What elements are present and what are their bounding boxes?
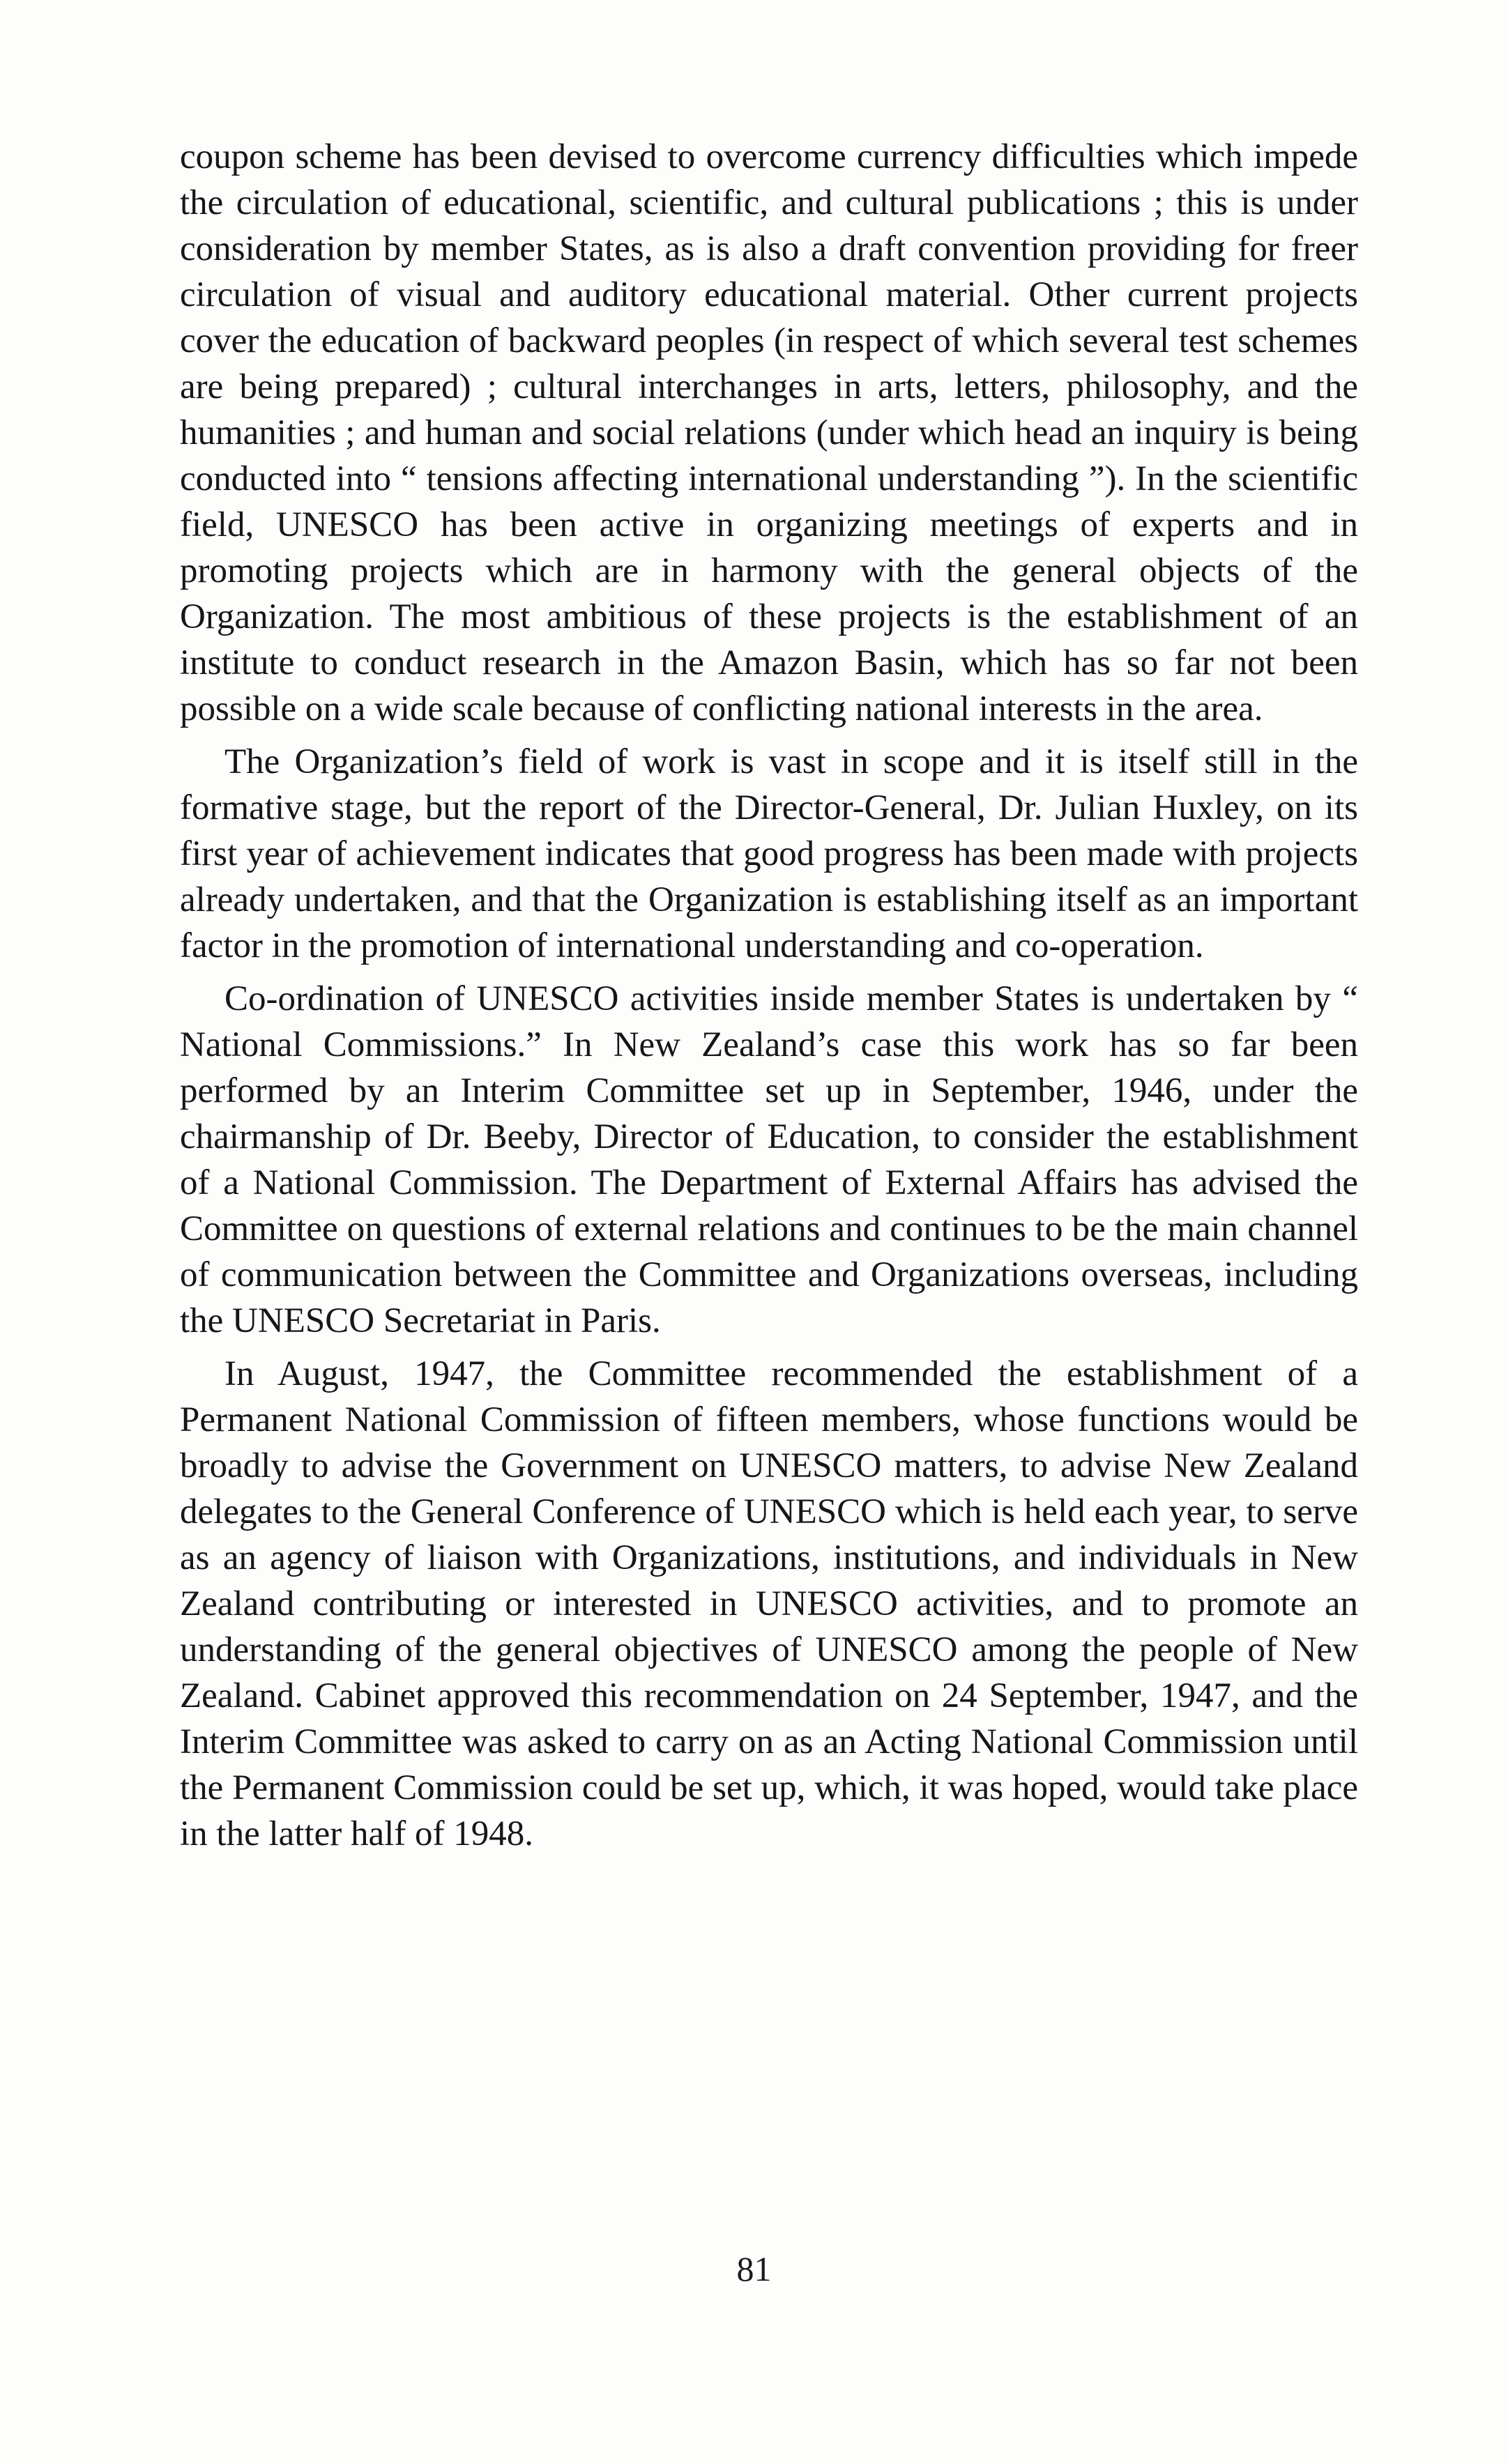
page-number: 81 — [736, 2249, 772, 2288]
paragraph-3: Co-ordination of UNESCO activities inside member States is undertaken by “ National Commissions.” In New Zealand’s case this work has so far been performed by an Interim Committee set up in September, 1946, under the chairmanship of Dr. Beeby, Director of Education, to consider the establishment of a National Commission. The Department of External Affairs has advised the Committee on questions of external relations and continues to be the main channel of communication between the Committee and Organizations overseas, including the UNESCO Secretariat in Paris. — [180, 979, 1358, 1340]
paragraph-4: In August, 1947, the Committee recommended the establishment of a Permanent National Commission of fifteen members, whose functions would be broadly to advise the Government on UNESCO matters, to advise New Zealand delegates to the General Conference of UNESCO which is held each year, to serve as an agency of liaison with Organizations, institutions, and individuals in New Zealand contributing or interested in UNESCO activities, and to promote an understanding of the general objectives of UNESCO among the people of New Zealand. Cabinet approved this recommendation on 24 September, 1947, and the Interim Committee was asked to carry on as an Acting National Commission until the Permanent Commission could be set up, which, it was hoped, would take place in the latter half of 1948. — [180, 1354, 1358, 1853]
paragraph-1: coupon scheme has been devised to overcome currency difficulties which impede the circulation of educational, scientific, and cultural publications ; this is under consideration by member States, as is also a draft convention providing for freer circulation of visual and auditory educational material. Other current projects cover the education of backward peoples (in respect of which several test schemes are being prepared) ; cultural interchanges in arts, letters, philosophy, and the humanities ; and human and social relations (under which head an inquiry is being conducted into “ tensions affecting international understanding ”). In the scientific field, UNESCO has been active in organizing meetings of experts and in promoting projects which are in harmony with the general objects of the Organization. The most ambitious of these projects is the establishment of an institute to conduct research in the Amazon Basin, which has so far not been possible on a wide scale because of conflicting national interests in the area. — [180, 137, 1358, 728]
body-text — [180, 134, 1358, 1857]
paragraph-2: The Organization’s field of work is vast in scope and it is itself still in the formative stage, but the report of the Director-General, Dr. Julian Huxley, on its first year of achievement indicates that good progress has been made with projects already undertaken, and that the Organization is establishing itself as an important factor in the promotion of international understanding and co-operation. — [180, 742, 1358, 965]
